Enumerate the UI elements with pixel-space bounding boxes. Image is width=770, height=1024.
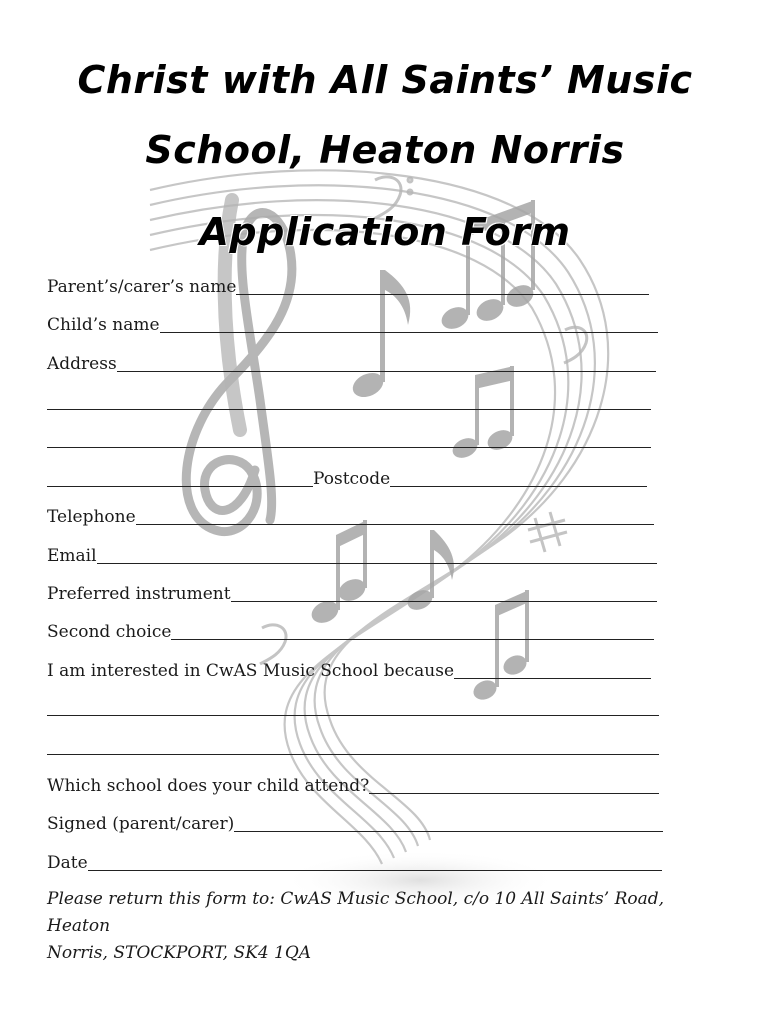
child-name-label: Child’s name	[47, 315, 160, 335]
date-line[interactable]	[88, 854, 662, 871]
address-label: Address	[47, 354, 117, 374]
which-school-line[interactable]	[369, 777, 659, 794]
return-instructions	[47, 886, 727, 967]
telephone-line[interactable]	[136, 508, 654, 525]
postcode-field	[47, 466, 647, 490]
interested-because-line-1[interactable]	[454, 662, 651, 679]
address-line-2[interactable]	[47, 408, 651, 410]
email-line[interactable]	[97, 547, 657, 564]
signed-label: Signed (parent/carer)	[47, 814, 235, 834]
return-instructions-line-1: Please return this form to: CwAS Music School, c/o 10 All Saints’ Road, Heaton	[47, 889, 665, 936]
parent-name-label: Parent’s/carer’s name	[47, 277, 237, 297]
telephone-field	[47, 504, 654, 528]
interested-because-label: I am interested in CwAS Music School because	[47, 661, 455, 681]
address-line-1[interactable]	[117, 355, 656, 372]
form-title-line-2: School, Heaton Norris	[145, 128, 625, 172]
preferred-instrument-field	[47, 581, 657, 605]
child-name-field	[47, 312, 658, 336]
second-choice-field	[47, 619, 654, 643]
which-school-label: Which school does your child attend?	[47, 776, 370, 796]
interested-because-line-2[interactable]	[47, 714, 659, 716]
postcode-label: Postcode	[313, 469, 391, 489]
date-label: Date	[47, 853, 88, 873]
address-field	[47, 351, 656, 375]
parent-name-line[interactable]	[236, 278, 649, 295]
telephone-label: Telephone	[47, 507, 136, 527]
address-line-4[interactable]	[47, 470, 313, 487]
interested-because-field	[47, 658, 651, 682]
email-label: Email	[47, 546, 97, 566]
second-choice-label: Second choice	[47, 622, 172, 642]
interested-because-line-3[interactable]	[47, 753, 659, 755]
child-name-line[interactable]	[160, 316, 658, 333]
preferred-instrument-line[interactable]	[231, 585, 657, 602]
postcode-line[interactable]	[390, 470, 647, 487]
signed-line[interactable]	[234, 815, 663, 832]
second-choice-line[interactable]	[171, 623, 654, 640]
form-title-line-1: Christ with All Saints’ Music	[77, 58, 693, 102]
form-title-line-3: Application Form	[199, 210, 571, 254]
date-field	[47, 850, 662, 874]
return-instructions-line-2: Norris, STOCKPORT, SK4 1QA	[47, 943, 312, 963]
preferred-instrument-label: Preferred instrument	[47, 584, 231, 604]
parent-name-field	[47, 274, 649, 298]
address-line-3[interactable]	[47, 446, 651, 448]
signed-field	[47, 811, 663, 835]
which-school-field	[47, 773, 659, 797]
email-field	[47, 543, 657, 567]
